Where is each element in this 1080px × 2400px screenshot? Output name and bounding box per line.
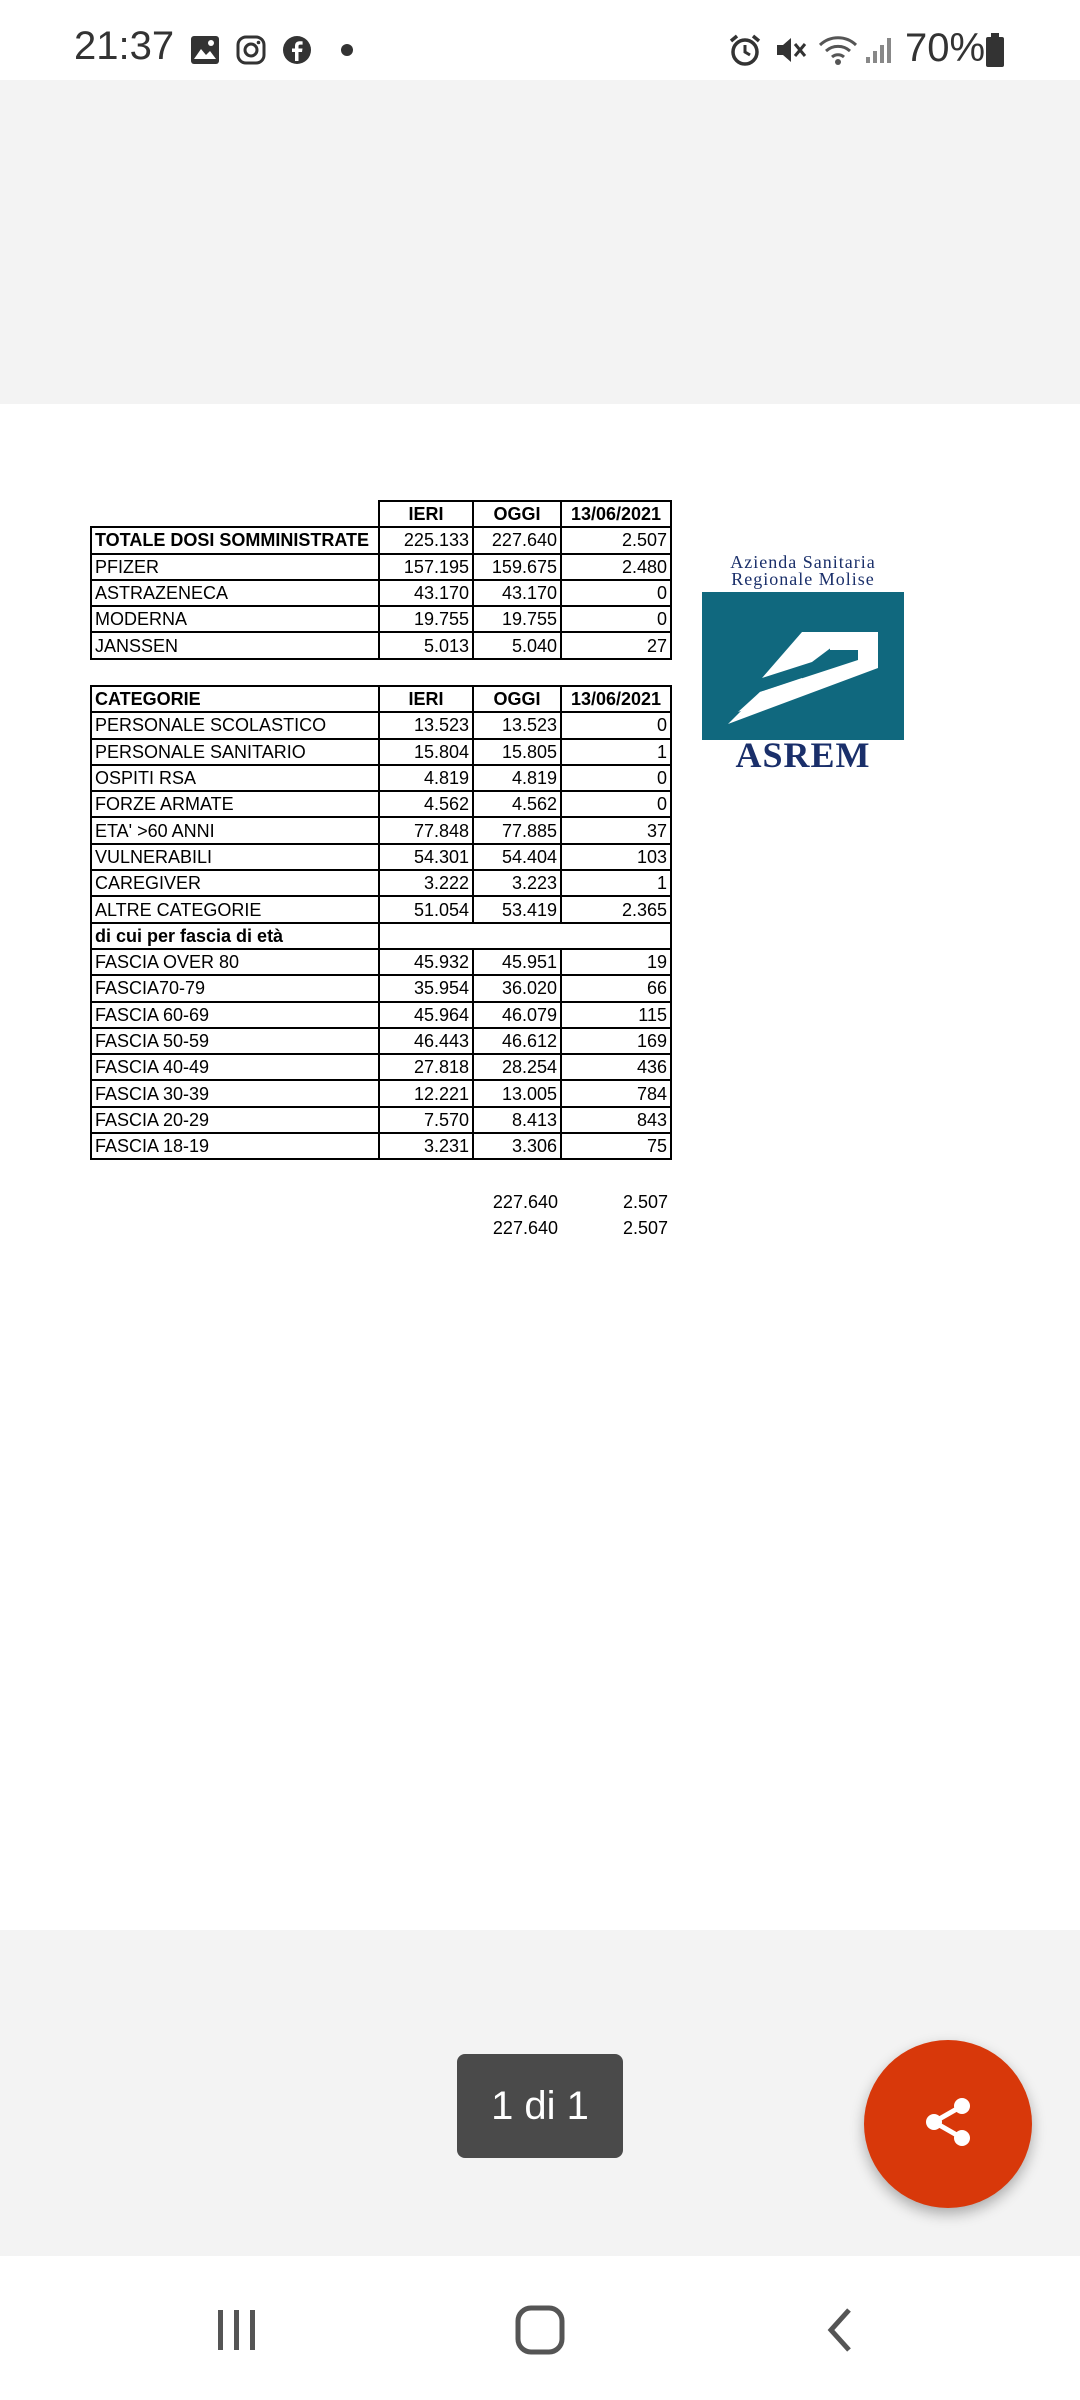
- table-cell: 45.951: [473, 949, 561, 975]
- table-cell: 46.612: [473, 1028, 561, 1054]
- recents-icon: [212, 2305, 262, 2360]
- table-header-cell: IERI: [379, 686, 473, 712]
- table-cell: 103: [561, 844, 671, 870]
- table-cell: 53.419: [473, 896, 561, 922]
- table-cell: FASCIA 40-49: [91, 1054, 379, 1080]
- back-icon: [817, 2305, 867, 2360]
- wifi-icon: [816, 30, 860, 70]
- table-cell: 0: [561, 580, 671, 606]
- table-cell: 19: [561, 949, 671, 975]
- table-header-cell: IERI: [379, 501, 473, 527]
- table-cell: OSPITI RSA: [91, 765, 379, 791]
- navigation-bar: [0, 2256, 1080, 2400]
- document-page: [0, 404, 1080, 1930]
- table-cell: CAREGIVER: [91, 870, 379, 896]
- table-cell: TOTALE DOSI SOMMINISTRATE: [91, 527, 379, 553]
- table-header-cell: CATEGORIE: [91, 686, 379, 712]
- table-row: [91, 975, 671, 1001]
- table-cell: 225.133: [379, 527, 473, 553]
- checksum-oggi: 227.640: [492, 1192, 558, 1212]
- table-cell: 436: [561, 1054, 671, 1080]
- checksum-day: 2.507: [622, 1192, 668, 1212]
- table-cell: 1: [561, 870, 671, 896]
- table-row: [91, 1107, 671, 1133]
- table-cell: 5.040: [473, 632, 561, 658]
- table-cell: 54.301: [379, 844, 473, 870]
- table-cell: FASCIA 20-29: [91, 1107, 379, 1133]
- logo-name: ASREM: [735, 735, 871, 775]
- table-row: [91, 949, 671, 975]
- table-cell: 1: [561, 739, 671, 765]
- table-row: [91, 1080, 671, 1106]
- table-cell: 15.804: [379, 739, 473, 765]
- table-cell: 46.443: [379, 1028, 473, 1054]
- table-cell: 46.079: [473, 1002, 561, 1028]
- table-cell: [91, 501, 379, 527]
- table-cell: 43.170: [473, 580, 561, 606]
- back-button[interactable]: [802, 2296, 882, 2368]
- gallery-icon: [188, 30, 222, 70]
- table-cell: 13.523: [379, 712, 473, 738]
- table-cell: 3.223: [473, 870, 561, 896]
- table-row: [91, 712, 671, 738]
- table-cell: 159.675: [473, 554, 561, 580]
- totals-table: [90, 500, 672, 660]
- table-cell: 2.507: [561, 527, 671, 553]
- page-counter: 1 di 1: [457, 2054, 623, 2158]
- table-cell: 3.306: [473, 1133, 561, 1159]
- table-cell: ETA' >60 ANNI: [91, 817, 379, 843]
- table-cell: 12.221: [379, 1080, 473, 1106]
- table-row: [91, 527, 671, 553]
- table-cell: ALTRE CATEGORIE: [91, 896, 379, 922]
- table-cell: FORZE ARMATE: [91, 791, 379, 817]
- table-cell: 13.523: [473, 712, 561, 738]
- table-cell: 51.054: [379, 896, 473, 922]
- table-cell: JANSSEN: [91, 632, 379, 658]
- table-cell: 27.818: [379, 1054, 473, 1080]
- table-cell: FASCIA 60-69: [91, 1002, 379, 1028]
- table-header-cell: OGGI: [473, 686, 561, 712]
- table-row: [91, 870, 671, 896]
- table-cell: VULNERABILI: [91, 844, 379, 870]
- table-row: [91, 765, 671, 791]
- table-cell: 169: [561, 1028, 671, 1054]
- categories-table: [90, 685, 672, 1160]
- table-cell: 66: [561, 975, 671, 1001]
- table-cell: 4.819: [473, 765, 561, 791]
- share-icon: [918, 2092, 978, 2157]
- table-row: [91, 554, 671, 580]
- table-cell: 0: [561, 606, 671, 632]
- table-header-cell: 13/06/2021: [561, 501, 671, 527]
- table-cell: 15.805: [473, 739, 561, 765]
- table-cell: 36.020: [473, 975, 561, 1001]
- table-row: [91, 896, 671, 922]
- table-cell: 0: [561, 712, 671, 738]
- table-cell: 4.819: [379, 765, 473, 791]
- table-cell: 5.013: [379, 632, 473, 658]
- table-cell: 2.365: [561, 896, 671, 922]
- table-row: [91, 606, 671, 632]
- table-cell: 43.170: [379, 580, 473, 606]
- table-row: [91, 739, 671, 765]
- table-cell: 19.755: [379, 606, 473, 632]
- table-cell: 4.562: [473, 791, 561, 817]
- table-cell: 77.848: [379, 817, 473, 843]
- table-cell: 45.932: [379, 949, 473, 975]
- mute-icon: [772, 30, 810, 70]
- logo-text: Regionale Molise: [731, 569, 875, 589]
- table-cell: 843: [561, 1107, 671, 1133]
- table-cell: ASTRAZENECA: [91, 580, 379, 606]
- status-bar: [0, 0, 1080, 80]
- home-icon: [513, 2303, 567, 2362]
- checksum-day: 2.507: [622, 1218, 668, 1238]
- clock: 21:37: [74, 24, 175, 68]
- table-cell: MODERNA: [91, 606, 379, 632]
- table-row: [91, 791, 671, 817]
- table-row: [91, 1002, 671, 1028]
- table-cell: 4.562: [379, 791, 473, 817]
- share-button[interactable]: [864, 2040, 1032, 2208]
- table-row: [91, 632, 671, 658]
- logo-emblem: [702, 592, 904, 740]
- table-row: [91, 817, 671, 843]
- checksum-oggi: 227.640: [492, 1218, 558, 1238]
- signal-icon: [862, 30, 896, 70]
- facebook-icon: [280, 30, 314, 70]
- recents-button[interactable]: [197, 2296, 277, 2368]
- table-cell: 115: [561, 1002, 671, 1028]
- table-cell: FASCIA 30-39: [91, 1080, 379, 1106]
- table-row: [91, 1054, 671, 1080]
- table-row: [91, 580, 671, 606]
- table-cell: FASCIA 50-59: [91, 1028, 379, 1054]
- table-cell: 0: [561, 791, 671, 817]
- table-cell: 2.480: [561, 554, 671, 580]
- table-cell: 28.254: [473, 1054, 561, 1080]
- home-button[interactable]: [500, 2296, 580, 2368]
- table-cell: FASCIA70-79: [91, 975, 379, 1001]
- table-subheader: di cui per fascia di età: [91, 923, 379, 949]
- table-cell: [379, 923, 671, 949]
- asrem-logo: [700, 552, 906, 775]
- table-header-cell: OGGI: [473, 501, 561, 527]
- dot-icon: [338, 30, 356, 70]
- table-row: [91, 1133, 671, 1159]
- table-row: [91, 1028, 671, 1054]
- table-cell: 8.413: [473, 1107, 561, 1133]
- table-row: [91, 844, 671, 870]
- alarm-icon: [726, 30, 764, 70]
- table-cell: 19.755: [473, 606, 561, 632]
- logo-text: Azienda Sanitaria: [730, 552, 876, 572]
- table-subheader-row: [91, 923, 671, 949]
- table-cell: 45.964: [379, 1002, 473, 1028]
- table-cell: 227.640: [473, 527, 561, 553]
- table-cell: 27: [561, 632, 671, 658]
- table-cell: 3.222: [379, 870, 473, 896]
- instagram-icon: [234, 30, 268, 70]
- table-cell: FASCIA 18-19: [91, 1133, 379, 1159]
- table-cell: 77.885: [473, 817, 561, 843]
- table-cell: 784: [561, 1080, 671, 1106]
- table-cell: 35.954: [379, 975, 473, 1001]
- table-cell: 13.005: [473, 1080, 561, 1106]
- battery-icon: [982, 30, 1008, 70]
- table-cell: PERSONALE SANITARIO: [91, 739, 379, 765]
- table-cell: 75: [561, 1133, 671, 1159]
- table-header-row: [91, 501, 671, 527]
- table-cell: 3.231: [379, 1133, 473, 1159]
- table-cell: 37: [561, 817, 671, 843]
- table-header-cell: 13/06/2021: [561, 686, 671, 712]
- table-cell: 54.404: [473, 844, 561, 870]
- table-cell: PFIZER: [91, 554, 379, 580]
- table-cell: FASCIA OVER 80: [91, 949, 379, 975]
- battery-percentage: 70%: [905, 26, 986, 70]
- table-cell: PERSONALE SCOLASTICO: [91, 712, 379, 738]
- table-header-row: [91, 686, 671, 712]
- table-cell: 7.570: [379, 1107, 473, 1133]
- table-cell: 157.195: [379, 554, 473, 580]
- table-cell: 0: [561, 765, 671, 791]
